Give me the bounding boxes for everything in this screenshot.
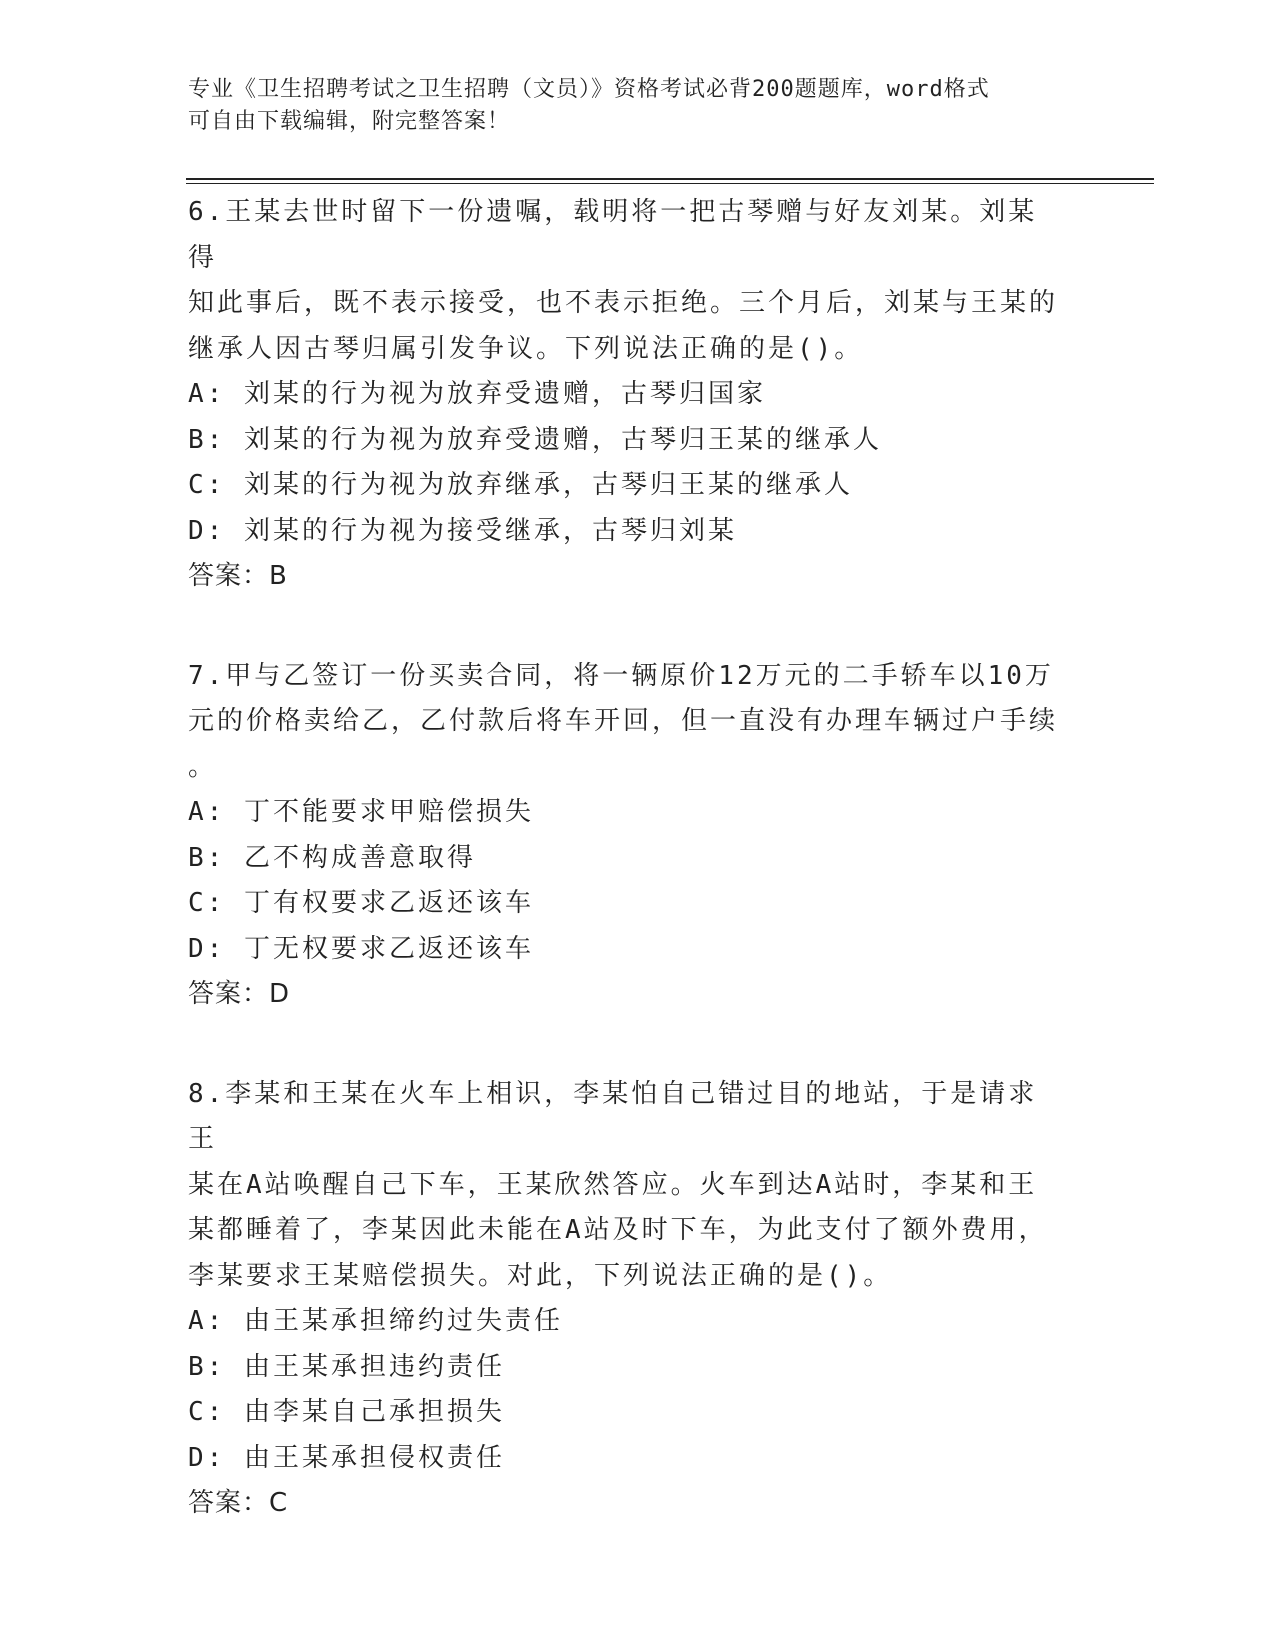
option-d: D: 由王某承担侵权责任: [188, 1442, 505, 1473]
stem-line: 7.甲与乙签订一份买卖合同，将一辆原价12万元的二手轿车以10万: [188, 660, 1054, 691]
option-b: B: 乙不构成善意取得: [188, 842, 476, 873]
option-a: A: 刘某的行为视为放弃受遗赠，古琴归国家: [188, 379, 766, 409]
header-divider-thick: [186, 178, 1154, 180]
option-a: A: 由王某承担缔约过失责任: [188, 1306, 563, 1336]
stem-line: 8.李某和王某在火车上相识，李某怕自己错过目的地站，于是请求王: [188, 1078, 1038, 1154]
header-divider-thin: [186, 183, 1154, 184]
header-line-1: 专业《卫生招聘考试之卫生招聘（文员）》资格考试必背200题题库，word格式: [188, 77, 990, 102]
option-c: C: 由李某自己承担损失: [188, 1397, 505, 1427]
stem-line: 某在A站唤醒自己下车，王某欣然答应。火车到达A站时，李某和王: [188, 1169, 1038, 1200]
answer-label: 答案：B: [188, 561, 288, 591]
stem-line: 6.王某去世时留下一份遗嘱，载明将一把古琴赠与好友刘某。刘某得: [188, 197, 1038, 273]
question-list: [188, 190, 1058, 1581]
question-stem: [188, 1072, 1058, 1300]
option-c: C: 刘某的行为视为放弃继承，古琴归王某的继承人: [188, 470, 853, 500]
answer-label: 答案：D: [188, 979, 291, 1009]
document-header: [188, 74, 1068, 138]
question-7: [188, 654, 1058, 1018]
option-b: B: 由王某承担违约责任: [188, 1351, 505, 1382]
option-c: C: 丁有权要求乙返还该车: [188, 888, 534, 918]
stem-line: 某都睡着了，李某因此未能在A站及时下车，为此支付了额外费用，: [188, 1215, 1048, 1245]
question-6: [188, 190, 1058, 600]
question-stem: [188, 654, 1058, 791]
option-a: A: 丁不能要求甲赔偿损失: [188, 797, 534, 827]
stem-line: 。: [188, 751, 218, 782]
option-d: D: 丁无权要求乙返还该车: [188, 933, 534, 964]
question-stem: [188, 190, 1058, 372]
option-b: B: 刘某的行为视为放弃受遗赠，古琴归王某的继承人: [188, 424, 882, 455]
answer-label: 答案：C: [188, 1488, 289, 1518]
option-d: D: 刘某的行为视为接受继承，古琴归刘某: [188, 515, 737, 546]
stem-line: 李某要求王某赔偿损失。对此，下列说法正确的是()。: [188, 1260, 893, 1291]
stem-line: 知此事后，既不表示接受，也不表示拒绝。三个月后，刘某与王某的: [188, 288, 1059, 318]
header-line-2: 可自由下载编辑，附完整答案！: [188, 109, 511, 134]
stem-line: 继承人因古琴归属引发争议。下列说法正确的是()。: [188, 333, 864, 364]
stem-line: 元的价格卖给乙，乙付款后将车开回，但一直没有办理车辆过户手续: [188, 706, 1059, 736]
question-8: [188, 1072, 1058, 1527]
